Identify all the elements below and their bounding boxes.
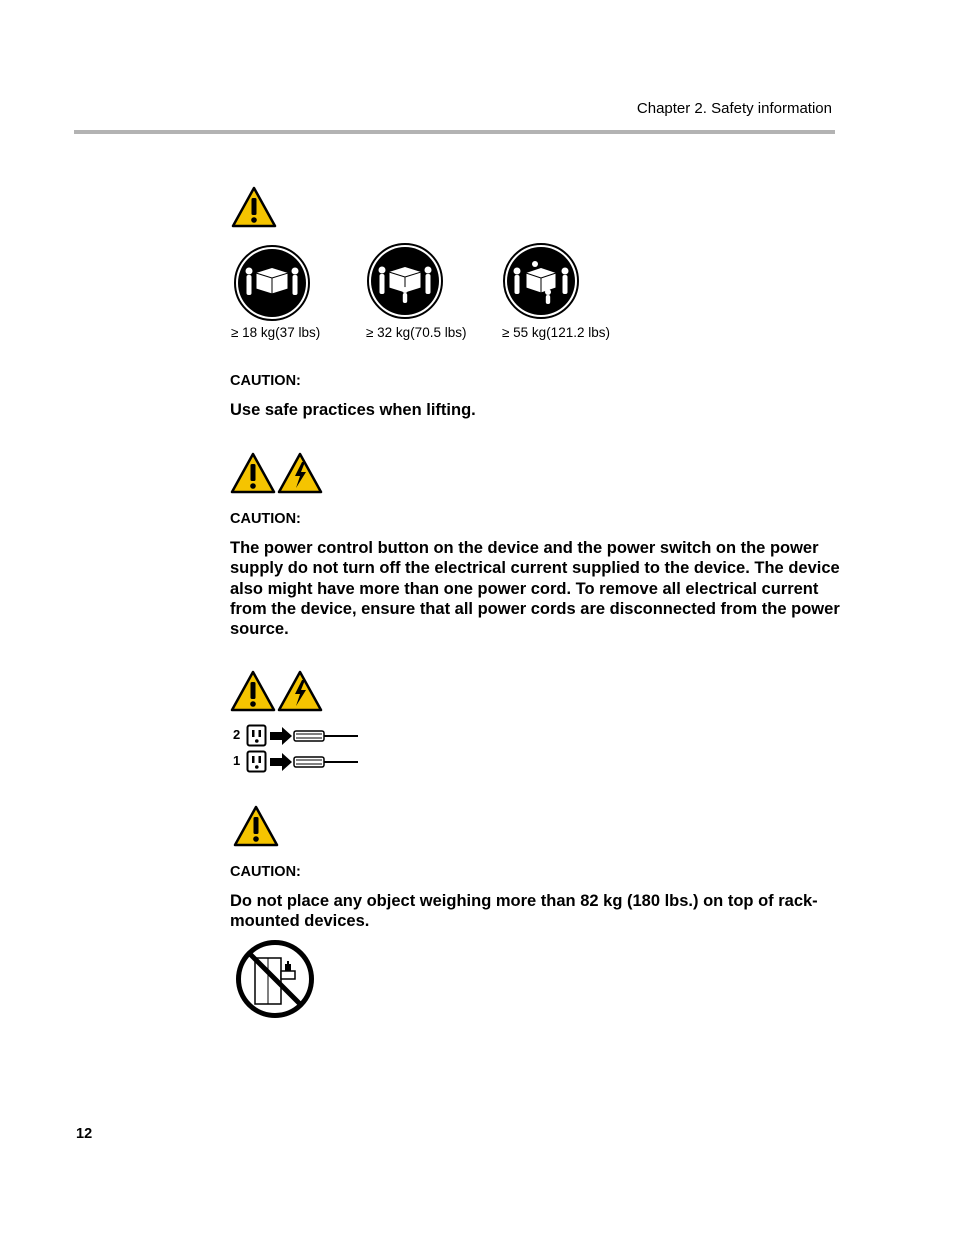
page-number: 12 [76, 1126, 93, 1142]
no-object-on-rack-icon [234, 939, 316, 1019]
warning-triangle-icon [230, 670, 276, 712]
warning-triangle-icon [231, 186, 277, 228]
electrical-hazard-icon [277, 670, 323, 712]
caution-text-power: The power control button on the device and the power switch on the power supply do not turn off the electrical current supplied to the device. The device also might have more than one power cord. To remove all electrical current from the device, ensure that all power cords are disconnected from the power source. [230, 539, 840, 639]
caution-label-lifting: CAUTION: [230, 373, 301, 389]
three-person-lift-icon [366, 242, 444, 320]
warning-triangle-icon [233, 805, 279, 847]
header-rule [74, 130, 835, 134]
caution-text-rack: Do not place any object weighing more than 82 kg (180 lbs.) on top of rack-mounted devices. [230, 892, 818, 931]
unplug-cord-1-icon [246, 750, 360, 774]
power-cord-number-1: 1 [233, 753, 241, 768]
unplug-cord-2-icon [246, 724, 360, 748]
weight-label-32kg: ≥ 32 kg(70.5 lbs) [366, 325, 467, 340]
electrical-hazard-icon [277, 452, 323, 494]
warning-triangle-icon [230, 452, 276, 494]
power-cord-number-2: 2 [233, 727, 241, 742]
two-person-lift-icon [233, 244, 311, 322]
running-header: Chapter 2. Safety information [636, 100, 832, 117]
caution-text-lifting: Use safe practices when lifting. [230, 401, 476, 419]
caution-label-rack: CAUTION: [230, 864, 301, 880]
caution-label-power: CAUTION: [230, 511, 301, 527]
weight-label-55kg: ≥ 55 kg(121.2 lbs) [502, 325, 610, 340]
weight-label-18kg: ≥ 18 kg(37 lbs) [231, 325, 321, 340]
four-person-lift-icon [502, 242, 580, 320]
